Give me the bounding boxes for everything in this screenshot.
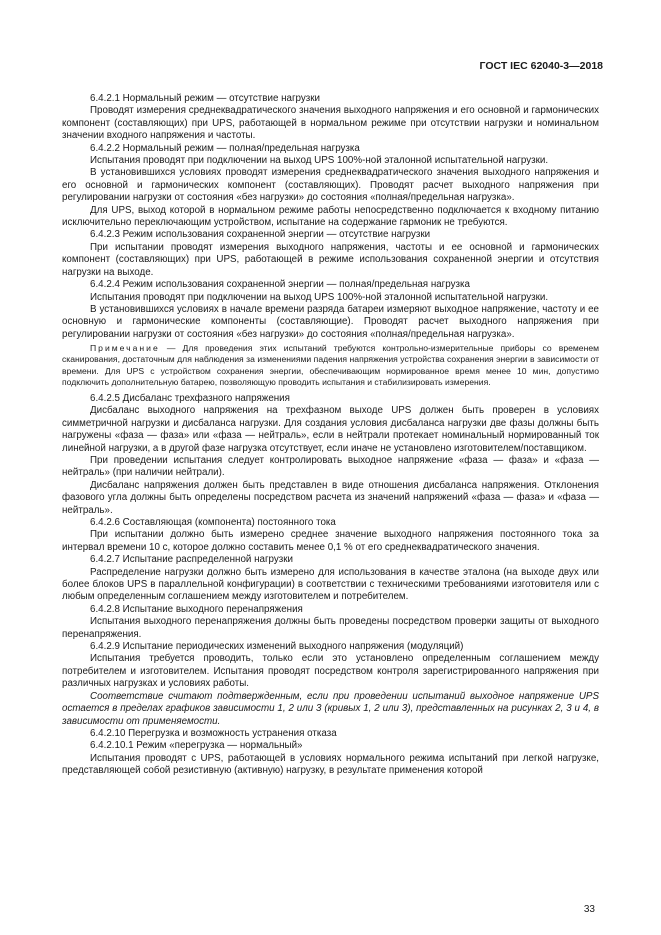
- paragraph: Дисбаланс выходного напряжения на трехфазном выходе UPS должен быть проверен в условиях симметричной нагрузки и дисбаланса нагрузки. Для создания условия дисбаланса нагрузки две фазы должны быть нагружены «фаза — фаза» или «фаза — нейтраль», если в нейтрали протекает номинальный нормированный ток линейной нагрузки, а в другой фазе нагрузка отсутствует, если иначе не установлено изготовителем/поставщиком.: [62, 405, 599, 454]
- paragraph: Проводят измерения среднеквадратического значения выходного напряжения и его основной и гармонических компонент (составляющих) при UPS, работающей в нормальном режиме при отсутствии нагрузки и номинальном значении входного напряжения и частоты.: [62, 105, 599, 142]
- paragraph: Дисбаланс напряжения должен быть представлен в виде отношения дисбаланса напряжения. Отклонения фазового угла должны быть определены посредством расчета из значений напряжений «фаза — фаза» и «фаза — нейтраль».: [62, 479, 599, 516]
- paragraph: Испытания выходного перенапряжения должны быть проведены посредством проверки защиты от выходного перенапряжения.: [62, 616, 599, 640]
- section-heading: 6.4.2.1 Нормальный режим — отсутствие нагрузки: [90, 93, 321, 104]
- page-body: [62, 93, 599, 778]
- paragraph: Для UPS, выход которой в нормальном режиме работы непосредственно подключается к входному питанию исключительно переключающим устройством, испытание на содержание гармоник не требуются.: [62, 204, 599, 229]
- section-heading: 6.4.2.8 Испытание выходного перенапряжения: [90, 603, 303, 615]
- paragraph: При проведении испытания следует контролировать выходное напряжение «фаза — фаза» и «фаза — нейтраль» (при наличии нейтрали).: [62, 454, 599, 479]
- paragraph: Испытания проводят при подключении на выход UPS 100%-ной эталонной испытательной нагрузки.: [90, 291, 549, 303]
- paragraph: При испытании проводят измерения выходного напряжения, частоты и ее основной и гармонических компонент (составляющих) при UPS, работающей в режиме использования сохраненной энергии и отсутствия нагрузки на выходе.: [62, 241, 599, 278]
- section-heading: 6.4.2.5 Дисбаланс трехфазного напряжения: [90, 392, 290, 404]
- paragraph: Испытания требуется проводить, только если это установлено определенным соглашением между потребителем и изготовителем. Испытания проводят посредством контроля зарегистрированного напряжения при различных нагрузках и условиях работы.: [62, 653, 599, 690]
- section-heading: 6.4.2.6 Составляющая (компонента) постоянного тока: [90, 517, 336, 528]
- italic-paragraph: Соответствие считают подтвержденным, если при проведении испытаний выходное напряжение UPS остается в пределах графиков зависимости 1, 2 или 3 (кривых 1, 2 или 3), представленных на рисунках 2, 3 и 4, в зависимости от применяемости.: [62, 690, 599, 727]
- paragraph: Распределение нагрузки должно быть измерено для использования в качестве эталона (на выходе двух или более блоков UPS в параллельной конфигурации) в соответствии с техническими требованиями изготовителя или с любым определенным соглашением между изготовителем и потребителем.: [62, 566, 599, 603]
- section-heading: 6.4.2.7 Испытание распределенной нагрузки: [90, 554, 294, 566]
- section-heading: 6.4.2.10 Перегрузка и возможность устранения отказа: [90, 727, 337, 739]
- section-heading: 6.4.2.4 Режим использования сохраненной энергии — полная/предельная нагрузка: [90, 279, 470, 291]
- paragraph: В установившихся условиях проводят измерения среднеквадратического значения выходного напряжения и его основной и гармонических компонент (составляющих). Проводят расчет выходного напряжения при регулировании нагрузки от состояния «без нагрузки» до состояния «полная/предельная нагрузка».: [62, 167, 599, 204]
- note-text: — Для проведения этих испытаний требуются контрольно-измерительные приборы со временем сканирования, достаточным для наблюдения за изменениями падения напряжения устройства сохранения энергии в зависимости от времени. Для UPS с устройством сохранения энергии, обеспечивающим нормированное время менее 10 мин, допустимо подключить дополнительную батарею, позволяющую проводить испытания и стабилизировать измерения.: [62, 343, 600, 387]
- document-header: ГОСТ IEC 62040-3—2018: [479, 60, 603, 72]
- section-heading: 6.4.2.3 Режим использования сохраненной энергии — отсутствие нагрузки: [90, 229, 431, 241]
- note-label: Примечание: [90, 343, 160, 354]
- paragraph: При испытании должно быть измерено среднее значение выходного напряжения постоянного тока за интервал времени 10 с, которое должно составить менее 0,1 % от его среднеквадратического значения.: [62, 529, 599, 553]
- section-heading: 6.4.2.2 Нормальный режим — полная/предельная нагрузка: [90, 142, 360, 154]
- page-number: 33: [583, 904, 595, 915]
- note-paragraph: [62, 343, 599, 388]
- section-heading: 6.4.2.9 Испытание периодических изменений выходного напряжения (модуляций): [90, 641, 464, 653]
- paragraph: Испытания проводят с UPS, работающей в условиях нормального режима испытаний при легкой нагрузке, представляющей собой резистивную (активную) нагрузку, в результате применения которой: [62, 752, 599, 777]
- paragraph: Испытания проводят при подключении на выход UPS 100%-ной эталонной испытательной нагрузки.: [90, 155, 549, 167]
- paragraph: В установившихся условиях в начале времени разряда батареи измеряют выходное напряжение, частоту и ее основную и гармонические компоненты (составляющие). Проводят расчет выходного напряжения при регулировании нагрузки от состояния «без нагрузки» до состояния «полная/предельная нагрузка».: [62, 303, 599, 340]
- section-heading: 6.4.2.10.1 Режим «перегрузка — нормальный»: [90, 740, 303, 752]
